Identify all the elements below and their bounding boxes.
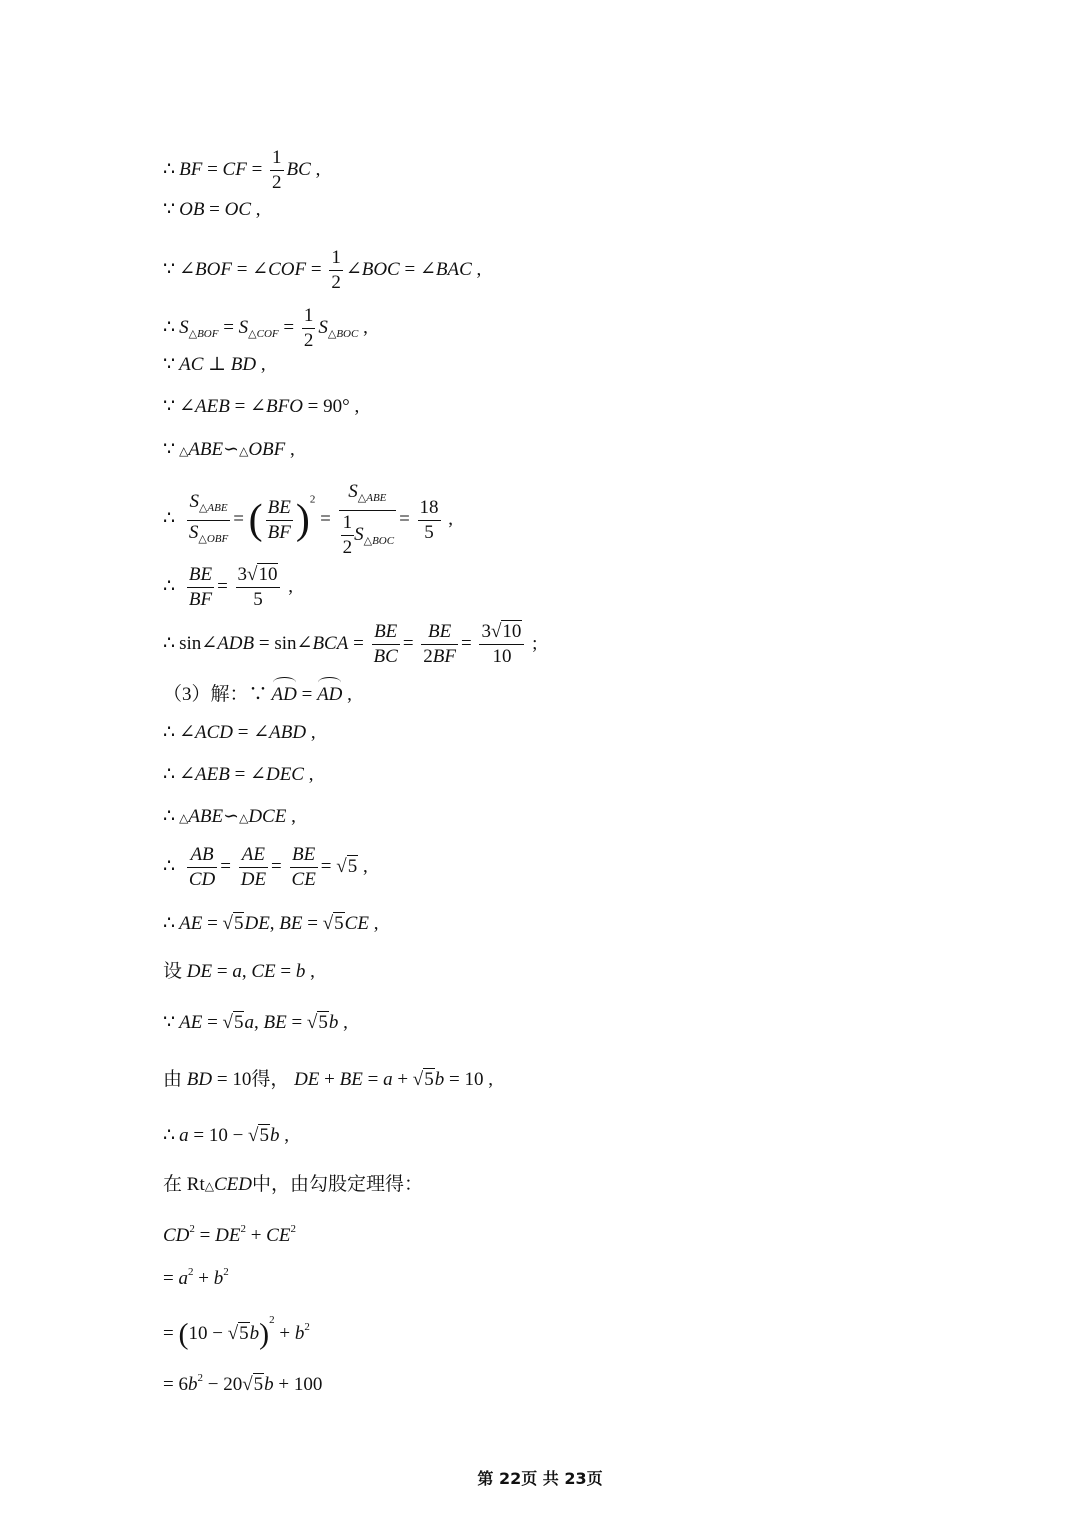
proof-line-11: （3）解：∵ AD = AD ,: [163, 680, 352, 707]
proof-line-23: = $a^2 + b^2$: [163, 1266, 229, 1289]
fraction: $\frac{BE}{CE}$: [291, 844, 316, 890]
proof-line-4: ∴ $S_{\triangle BOF} = S_{\triangle COF}$ = $\frac{1}{2}$ $S_{\triangle BOC}$ ,: [163, 305, 368, 351]
proof-line-22: $CD^2 = DE^2 + CE^2$: [163, 1223, 296, 1246]
proof-line-15: ∴ $\frac{AB}{CD}$ = $\frac{AE}{DE}$ = $\frac{BE}{CE}$ = √5 ,: [163, 844, 368, 890]
proof-line-20: ∴ a = 10 − √5b ,: [163, 1125, 289, 1146]
proof-line-9: ∴ $\frac{BE}{BF}$ = $\frac{3√10}{5}$ ,: [163, 564, 293, 610]
proof-line-8: ∴ $\frac{S_{\triangle ABE}}{S_{\triangle OBF}}$ = ( $\frac{BE}{BF}$ )$^2$ = $S_{\triangle ABE}$ $\frac{1}{2}$ $S_{\triangle BOC}$ = $\frac{18}{5}$ ,: [163, 481, 454, 558]
proof-line-17: 设 DE = a, CE = b ,: [163, 961, 315, 982]
fraction: $\frac{BE}{BF}$: [188, 564, 213, 610]
fraction: $S_{\triangle ABE}$ $\frac{1}{2}$ $S_{\triangle BOC}$: [339, 480, 396, 560]
fraction: $\frac{S_{\triangle ABE}}{S_{\triangle OBF}}$: [188, 490, 229, 545]
fraction: $\frac{1}{2}$: [331, 247, 341, 293]
proof-line-12: ∴ ∠ACD = ∠ABD ,: [163, 722, 316, 743]
fraction: $\frac{3√10}{10}$: [479, 620, 524, 669]
fraction: $\frac{BE}{2BF}$: [423, 621, 457, 667]
proof-line-10: ∴ sin∠ADB = sin∠BCA = $\frac{BE}{BC}$ = $\frac{BE}{2BF}$ = $\frac{3√10}{10}$ ;: [163, 621, 538, 667]
proof-line-1: ∴ BF = CF = $\frac{1}{2}$ BC ,: [163, 147, 321, 193]
proof-line-24: = $(10 - √5b)^2 + b^2$: [163, 1314, 310, 1351]
proof-line-7: ∵ △ABE∽△OBF ,: [163, 439, 295, 460]
proof-line-21: 在 Rt△CED中，由勾股定理得：: [163, 1174, 423, 1195]
proof-line-19: 由 BD = 10得， DE + BE = a + √5b = 10 ,: [163, 1069, 493, 1090]
proof-line-25: = $6b^2 - 20√5b + 100$: [163, 1372, 323, 1395]
fraction: $\frac{1}{2}$: [272, 147, 282, 193]
proof-line-18: ∵ AE = √5a, BE = √5b ,: [163, 1012, 348, 1033]
proof-line-16: ∴ AE = √5DE, BE = √5CE ,: [163, 913, 379, 934]
fraction: $\frac{18}{5}$: [419, 496, 439, 543]
fraction: $\frac{BE}{BC}$: [373, 621, 398, 667]
proof-line-5: ∵ AC ⊥ BD ,: [163, 354, 266, 375]
fraction: $\frac{3√10}{5}$: [236, 563, 281, 612]
proof-line-2: ∵ OB = OC ,: [163, 199, 261, 220]
proof-line-3: ∵ ∠BOF = ∠COF = $\frac{1}{2}$ ∠BOC = ∠BAC ,: [163, 247, 482, 293]
proof-line-13: ∴ ∠AEB = ∠DEC ,: [163, 764, 314, 785]
fraction: $\frac{BE}{BF}$: [267, 496, 291, 543]
fraction: $\frac{1}{2}$: [303, 305, 314, 351]
page-footer: 第 22页 共 23页: [477, 1469, 603, 1488]
proof-line-6: ∵ ∠AEB = ∠BFO = 90° ,: [163, 396, 360, 417]
proof-line-14: ∴ △ABE∽△DCE ,: [163, 806, 296, 827]
fraction: $\frac{AB}{CD}$: [188, 844, 216, 890]
fraction: $\frac{AE}{DE}$: [240, 844, 267, 890]
